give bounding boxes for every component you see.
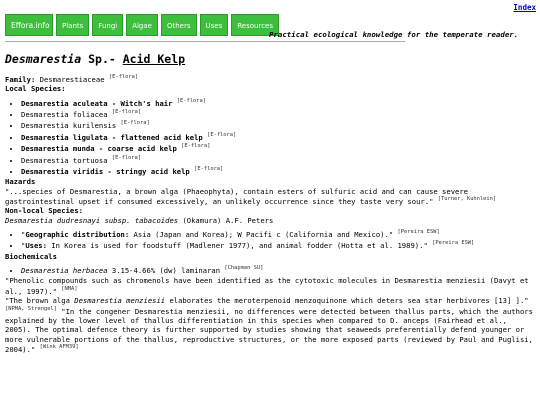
- family-label: Family:: [5, 75, 36, 84]
- top-nav: [5, 14, 279, 36]
- title-genus: Desmarestia: [5, 52, 82, 66]
- nav-algae-button[interactable]: Algae: [126, 14, 158, 36]
- list-item: • "Uses: In Korea is used for foodstuff (Madlener 1977), and animal fodder (Hotta et al. 1989)." [Pereira ESW]: [21, 240, 533, 250]
- source-ref: [Wink AFM39]: [39, 343, 79, 350]
- source-ref: [Chapman SU]: [224, 265, 264, 272]
- hazards-heading: Hazards: [5, 177, 36, 187]
- local-species-list: [5, 98, 533, 177]
- species-name: Desmarestia munda - coarse acid kelp: [21, 144, 177, 154]
- species-name: Desmarestia foliacea: [21, 110, 108, 120]
- biochem-quote-2-species: Desmarestia menziesii: [74, 296, 166, 306]
- biochemicals-heading: Biochemicals: [5, 251, 57, 261]
- biochem-quote-2b: elaborates the meroterpenoid menzoquinone which deters sea star herbivores [: [165, 296, 499, 306]
- biochemicals-list: [5, 265, 533, 275]
- list-item: [21, 155, 533, 165]
- geo-label: Geographic distribution:: [25, 230, 130, 240]
- index-link[interactable]: Index: [513, 3, 536, 12]
- family-value: Desmarestiaceae: [39, 75, 105, 84]
- list-item: • "Geographic distribution: Asia (Japan and Korea); W Pacifi c (California and Mexico)." [Pereira ESW]: [21, 229, 533, 239]
- family-line: [5, 74, 533, 84]
- main-content: [5, 74, 533, 354]
- uses-text: In Korea is used for foodstuff (Madlener 1977), and animal fodder (Hotta et al. 1989).": [51, 241, 428, 251]
- list-item: [21, 132, 533, 142]
- geo-text: Asia (Japan and Korea); W Pacifi c (California and Mexico).": [133, 230, 394, 240]
- title-rank: Sp.-: [88, 52, 116, 66]
- uses-label: Uses:: [25, 241, 47, 251]
- source-ref: [E-flora]: [181, 143, 211, 150]
- nonlocal-species-subsp: subsp. tabacoides: [104, 215, 179, 225]
- nav-fungi-button[interactable]: Fungi: [92, 14, 123, 36]
- source-ref: [E-flora]: [120, 120, 150, 127]
- biochem-quote-1: "Phenolic compounds such as chromenols have been identified as the cytotoxic molecules in Desmarestia menziesii (Davyt et al., 1997).": [5, 276, 529, 296]
- header-divider: [5, 41, 405, 42]
- list-item: [21, 166, 533, 176]
- biochem-species: Desmarestia herbacea: [21, 266, 108, 276]
- nonlocal-species-author: (Okamura) A.F. Peters: [182, 215, 274, 225]
- site-tagline: Practical ecological knowledge for the temperate reader.: [269, 30, 519, 39]
- source-ref: [E-flora]: [108, 74, 139, 80]
- biochem-quote-2c: 13] ].": [498, 296, 529, 306]
- list-item: [21, 143, 533, 153]
- nav-plants-button[interactable]: Plants: [56, 14, 89, 36]
- source-ref: [NMA]: [61, 285, 78, 292]
- biochem-paragraph-2: [5, 296, 533, 354]
- species-name: Desmarestia viridis - stringy acid kelp: [21, 166, 190, 176]
- nav-uses-button[interactable]: Uses: [200, 14, 229, 36]
- nav-home-button[interactable]: Effora.info: [5, 14, 53, 36]
- list-item: [21, 120, 533, 130]
- list-item: [21, 265, 533, 275]
- biochem-value: 3.15-4.66% (dw) laminaran: [111, 266, 221, 276]
- species-name: Desmarestia kurilensis: [21, 121, 117, 131]
- hazards-quote: "...species of Desmarestia, a brown alga (Phaeophyta), contain esters of sulfuric acid and can cause severe gastrointestinal upset if consumed excessively, an unlikely occurrence since they taste very sour.": [5, 186, 469, 206]
- source-ref: [E-flora]: [111, 109, 142, 116]
- source-ref: [E-flora]: [111, 154, 142, 161]
- species-name: Desmarestia aculeata - Witch's hair: [21, 98, 173, 108]
- source-ref: [Pereira ESW]: [397, 229, 440, 236]
- biochem-quote-2d: "In the congener Desmarestia menziesii, no differences were detected between thallus parts, which the authors explained by the lower level of thallus differentiation in this species when compared to D. anceps (Fairhead et al., 2005). The optimal defence theory is further supported by studies showing that seaweeds preferentially defend younger or more vulnerable portions of the thallus, reproductive structures, or the more exposed parts (reviewed by Paul and Puglisi, 2004).": [5, 306, 533, 354]
- list-item: [21, 109, 533, 119]
- nav-resources-button[interactable]: Resources: [231, 14, 279, 36]
- page-title: [5, 52, 185, 67]
- species-name: Desmarestia tortuosa: [21, 155, 108, 165]
- local-species-heading: Local Species:: [5, 84, 66, 94]
- nonlocal-species-name: Desmarestia dudresnayi: [5, 215, 101, 225]
- species-name: Desmarestia ligulata - flattened acid kelp: [21, 132, 203, 142]
- source-ref: [E-flora]: [207, 131, 237, 138]
- list-item: [21, 98, 533, 108]
- biochem-quote-2a: "The brown alga: [5, 296, 75, 306]
- source-ref: [NPMA, Strengel]: [5, 305, 57, 312]
- nav-others-button[interactable]: Others: [161, 14, 197, 36]
- biochem-paragraph-1: [5, 276, 533, 296]
- nonlocal-species-line: [5, 216, 533, 225]
- source-ref: [E-flora]: [176, 97, 207, 104]
- nonlocal-list: [5, 229, 533, 251]
- hazards-text: [5, 187, 533, 207]
- source-ref: [Pereira ESW]: [432, 240, 475, 247]
- nonlocal-heading: Non-local Species:: [5, 206, 83, 216]
- source-ref: [E-flora]: [194, 165, 224, 172]
- title-common-name-link[interactable]: Acid Kelp: [122, 52, 186, 66]
- source-ref: [Turner, Kuhnlein]: [437, 195, 497, 202]
